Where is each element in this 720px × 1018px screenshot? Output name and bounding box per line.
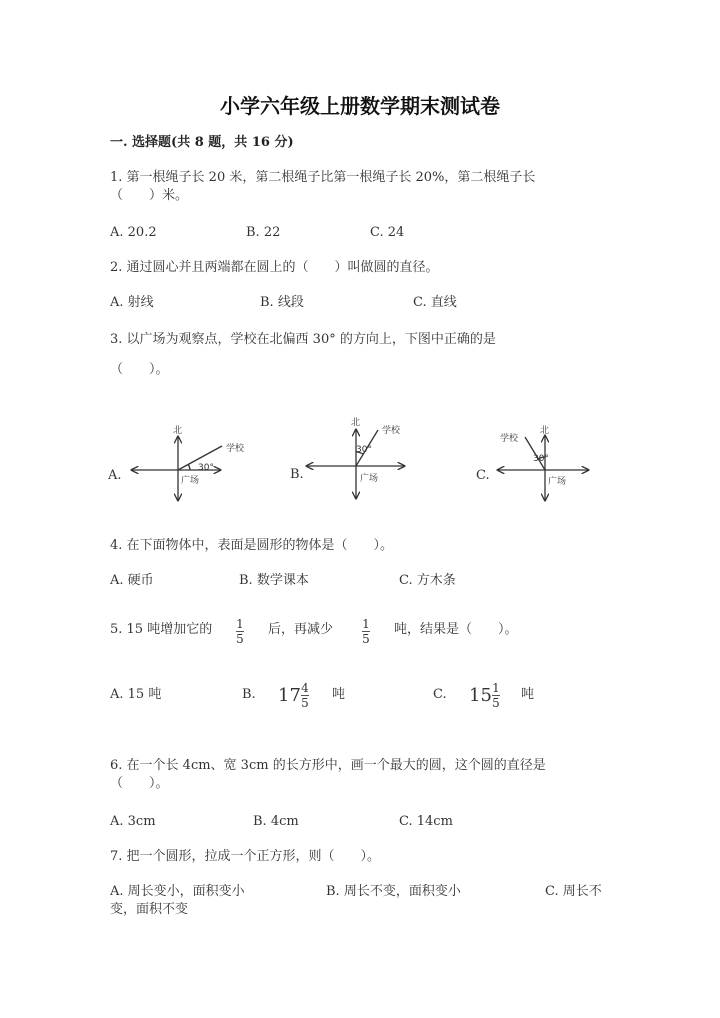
diagram-a-school: 学校 bbox=[226, 444, 245, 454]
q7-option-a: A. 周长变小，面积变小 bbox=[110, 884, 245, 899]
q3-text: 3. 以广场为观察点，学校在北偏西 30° 的方向上，下图中正确的是 bbox=[110, 332, 496, 347]
q2-text: 2. 通过圆心并且两端都在圆上的（ ）叫做圆的直径。 bbox=[110, 260, 439, 275]
q5-option-b-value: 17 $\frac{4}{5}$ bbox=[278, 681, 309, 710]
q4-text: 4. 在下面物体中，表面是圆形的物体是（ ）。 bbox=[110, 538, 394, 553]
page-title: 小学六年级上册数学期末测试卷 bbox=[220, 94, 500, 118]
q5-option-c-label: C. bbox=[433, 687, 447, 702]
q1-text: 1. 第一根绳子长 20 米，第二根绳子比第一根绳子长 20%，第二根绳子长 bbox=[110, 170, 536, 185]
diagram-b-school: 学校 bbox=[382, 426, 401, 436]
q5-option-c-value: 15 $\frac{1}{5}$ bbox=[469, 681, 500, 710]
diagram-c-north: 北 bbox=[540, 426, 550, 436]
q2-option-b: B. 线段 bbox=[260, 295, 304, 310]
q6-option-a: A. 3cm bbox=[110, 814, 156, 829]
q7-option-b: B. 周长不变，面积变小 bbox=[326, 884, 461, 899]
q6-text: 6. 在一个长 4cm、宽 3cm 的长方形中，画一个最大的圆，这个圆的直径是 bbox=[110, 758, 546, 773]
q1-option-c: C. 24 bbox=[370, 225, 405, 240]
diagram-b-angle: 30° bbox=[356, 445, 372, 455]
q6-option-b: B. 4cm bbox=[253, 814, 299, 829]
q5-option-b-label: B. bbox=[242, 687, 256, 702]
diagram-a-north: 北 bbox=[173, 426, 183, 436]
q4-option-a: A. 硬币 bbox=[110, 573, 154, 588]
q3-option-c: C. bbox=[476, 468, 490, 483]
diagram-a-plaza: 广场 bbox=[181, 476, 200, 486]
q2-option-a: A. 射线 bbox=[110, 295, 154, 310]
q5-fraction-2: 1 5 bbox=[362, 617, 370, 646]
diagram-b-plaza: 广场 bbox=[360, 474, 379, 484]
q5-text-mid: 后，再减少 bbox=[268, 622, 334, 637]
q5-text-post: 吨，结果是（ ）。 bbox=[394, 622, 518, 637]
q5-option-c-unit: 吨 bbox=[521, 687, 535, 702]
q6-option-c: C. 14cm bbox=[399, 814, 453, 829]
diagram-c-plaza: 广场 bbox=[548, 477, 567, 487]
diagram-c-school: 学校 bbox=[500, 434, 519, 444]
q3-text-cont: （ ）。 bbox=[110, 362, 169, 377]
q1-option-a: A. 20.2 bbox=[110, 225, 157, 240]
q3-option-b: B. bbox=[290, 467, 304, 482]
diagram-b-north: 北 bbox=[351, 418, 361, 428]
q1-text-cont: （ ）米。 bbox=[110, 188, 189, 203]
q1-option-b: B. 22 bbox=[246, 225, 281, 240]
q5-option-a: A. 15 吨 bbox=[110, 687, 162, 702]
q5-fraction-1: 1 5 bbox=[236, 617, 244, 646]
q4-option-b: B. 数学课本 bbox=[239, 573, 309, 588]
diagram-c bbox=[498, 436, 588, 500]
q7-text: 7. 把一个圆形，拉成一个正方形，则（ ）。 bbox=[110, 849, 381, 864]
q5-option-b-unit: 吨 bbox=[332, 687, 346, 702]
q2-option-c: C. 直线 bbox=[413, 295, 457, 310]
q7-option-c: C. 周长不 bbox=[545, 884, 602, 899]
q5-text-pre: 5. 15 吨增加它的 bbox=[110, 622, 213, 637]
q6-text-cont: （ ）。 bbox=[110, 776, 169, 791]
diagram-a-angle: 30° bbox=[198, 463, 214, 473]
q4-option-c: C. 方木条 bbox=[399, 573, 456, 588]
diagram-b bbox=[307, 430, 404, 498]
diagram-a bbox=[132, 437, 222, 500]
q7-option-c-cont: 变，面积不变 bbox=[110, 902, 189, 917]
section-heading: 一. 选择题(共 8 题，共 16 分) bbox=[110, 135, 294, 150]
diagram-c-angle: 30° bbox=[533, 454, 549, 464]
q3-option-a: A. bbox=[108, 468, 122, 483]
